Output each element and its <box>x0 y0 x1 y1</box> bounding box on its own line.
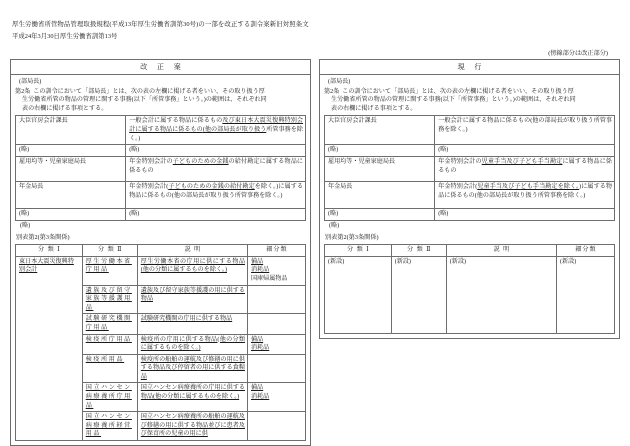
appendix-cell-classification-2 <box>82 412 137 441</box>
appendix-col-description: 説 明 <box>446 245 556 257</box>
article2-table-current <box>324 115 615 220</box>
scope-plain-1: 年金特別会計( <box>129 183 169 190</box>
table-row <box>325 116 615 145</box>
subclass-item: 消耗品 <box>250 345 270 352</box>
scope-cell: (略) <box>435 208 615 220</box>
table-row <box>16 156 306 181</box>
scope-plain-1: 年金特別会計の <box>438 158 482 165</box>
description-text: 国立ハンセン病療養所の船舶の運航及び修繕の用に供する物品並びに患者及び保育所の児童の用に供 <box>140 414 245 438</box>
description-text: 試験研究機関の庁用に供する物品 <box>140 316 233 323</box>
pane-amendment <box>10 59 311 446</box>
article-line-current <box>324 88 615 97</box>
appendix-cell-classification-2 <box>82 383 137 412</box>
appendix-header-row <box>325 245 615 257</box>
document-subtitle: 平成24年3月30日厚生労働省訓第13号 <box>12 33 118 40</box>
article-line3-current: 表の右欄に掲げる事項とする。 <box>331 105 417 112</box>
scope-cell: (略) <box>126 145 306 157</box>
scope-amended-1: 児童手当及び子ども手当勘定を除く。 <box>477 183 580 190</box>
scope-plain-2: 扱う所管事務を除く。) <box>438 118 613 133</box>
appendix-table-amendment <box>15 244 306 441</box>
table-row <box>325 156 615 181</box>
office-cell: (略) <box>325 145 435 157</box>
appendix-label-current: 別表第2(第3条関係) <box>325 234 379 242</box>
comparison-panes <box>0 59 630 446</box>
office-cell: 大臣官房会計課長 <box>16 116 126 145</box>
office-cell: (略) <box>325 208 435 220</box>
appendix-cell-subclassification <box>247 383 305 412</box>
subclass-item: 消耗品 <box>250 394 270 401</box>
appendix-col-subclassification: 細分類 <box>247 245 305 257</box>
scope-cell <box>126 156 306 181</box>
appendix-cell-description <box>137 285 247 314</box>
appendix-cell-subclassification <box>247 256 305 285</box>
scope-plain-4: 事務を除く。) <box>549 192 586 199</box>
table-row <box>325 145 615 157</box>
article-line2-current: 生労働省所管の物品の管理に関する事務(以下「所管事務」という。)の範囲は、それぞれ同 <box>331 97 576 104</box>
office-cell: (略) <box>16 208 126 220</box>
appendix-cell-description <box>137 412 247 441</box>
appendix-cell-description <box>137 314 247 334</box>
appendix-cell-classification-2 <box>82 354 137 383</box>
scope-plain-1: 一般会計に属する物品に係るもの <box>129 118 223 125</box>
appendix-col-classification-2: 分 類 Ⅱ <box>391 245 446 257</box>
appendix-cell-description <box>137 383 247 412</box>
scope-plain-3: 属する物品に係るもの(他の部局長が取り扱う所管事務を <box>129 183 304 199</box>
appendix-cell-subclassification: (新設) <box>556 256 614 333</box>
appendix-cell-classification-2 <box>82 285 137 314</box>
office-cell: (略) <box>16 145 126 157</box>
classification-2-text: 検疫所庁用品 <box>85 336 132 343</box>
article-line3-amendment: 表の右欄に掲げる事項とする。 <box>22 105 108 112</box>
office-cell: 雇用均等・児童家庭局長 <box>16 156 126 181</box>
description-text: 国立ハンセン病療養所の庁用に供する物品(他の分類に属するものを除く。) <box>140 385 245 401</box>
description-text: 検疫所の船舶の運航及び修繕の用に供する物品及び停留者の用に供する食糧品 <box>140 356 245 380</box>
appendix-cell-description <box>137 354 247 383</box>
after-table-note-amendment: (略) <box>20 222 31 229</box>
table-row <box>325 256 615 333</box>
appendix-col-subclassification: 細分類 <box>556 245 614 257</box>
classification-2-text: 厚生労働本省庁用品 <box>85 258 132 274</box>
description-text: 検疫所の庁用に供する物品(他の分類に属するものを除く。) <box>140 336 245 352</box>
scope-plain-2: ) <box>579 183 582 190</box>
document-title: 厚生労働省所管物品管理取扱規程(平成13年厚生労働省訓第30号)の一部を改正する訓令案新旧対照条文 <box>12 21 309 28</box>
amendment-legend-note: (傍線部分は改正部分) <box>548 50 608 57</box>
appendix-col-classification-1: 分 類 Ⅰ <box>325 245 392 257</box>
appendix-table-current <box>324 244 615 334</box>
appendix-header-row <box>16 245 306 257</box>
table-row <box>16 116 306 145</box>
article-line-amendment <box>15 88 306 97</box>
table-row <box>16 145 306 157</box>
pane-current-header: 現 行 <box>320 60 619 75</box>
scope-plain-3: 所管事務を除く。) <box>129 126 304 142</box>
article-number-current: 第2条 <box>324 88 340 95</box>
scope-cell <box>126 181 306 208</box>
classification-2-text: 遺族及び留守家族等援護用品 <box>85 287 132 311</box>
appendix-col-description: 説 明 <box>137 245 247 257</box>
subclass-item: 備品 <box>250 385 264 392</box>
appendix-cell-classification-1: (新設) <box>325 256 392 333</box>
scope-plain-1: 年金特別会計の <box>129 158 173 165</box>
scope-cell: (略) <box>126 208 306 220</box>
subclass-item: 消耗品 <box>250 267 270 274</box>
appendix-cell-classification-2 <box>82 314 137 334</box>
appendix-col-classification-2: 分 類 Ⅱ <box>82 245 137 257</box>
appendix-cell-description <box>137 334 247 354</box>
description-text: 厚生労働本省の庁用に供にする物品 (他の分類に属するものを除く。) <box>140 258 245 274</box>
document-header <box>0 0 630 57</box>
scope-plain-3: 物品に係るもの <box>438 158 613 174</box>
appendix-cell-classification-2: (新設) <box>391 256 446 333</box>
scope-cell <box>435 156 615 181</box>
scope-amended-1: 児童手当及び子ども手当勘定 <box>481 158 563 165</box>
pane-amendment-header: 改 正 案 <box>11 60 310 75</box>
scope-plain-3: 物品に係るもの <box>129 158 304 174</box>
table-row <box>325 208 615 220</box>
appendix-cell-classification-1 <box>16 256 83 440</box>
classification-2-text: 検疫所用品 <box>85 356 125 363</box>
subclass-item: 備品 <box>250 258 264 265</box>
appendix-cell-subclassification <box>247 354 305 383</box>
pane-amendment-body <box>11 75 310 445</box>
scope-plain-2: (他の部局長が取り扱う <box>202 126 267 133</box>
section-label-current: (部局長) <box>328 79 351 85</box>
appendix-cell-subclassification <box>247 412 305 441</box>
classification-2-text: 試験研究機関庁用品 <box>85 316 132 331</box>
subclass-item: 国庫帰属物品 <box>250 275 288 282</box>
scope-amended-2: 特別会計に属する物品に係るもの <box>129 118 304 133</box>
article-number-amendment: 第2条 <box>15 88 31 95</box>
table-row <box>16 256 306 285</box>
office-cell: 雇用均等・児童家庭局長 <box>325 156 435 181</box>
scope-plain-1: 年金特別会計( <box>438 183 478 190</box>
appendix-cell-description <box>137 256 247 285</box>
classification-2-text: 国立ハンセン病療養所経営用品 <box>85 414 132 438</box>
office-cell: 年金局長 <box>325 181 435 208</box>
scope-plain-2: に属する <box>562 158 588 165</box>
pane-current-body <box>320 75 619 338</box>
appendix-cell-classification-2 <box>82 334 137 354</box>
table-row <box>16 208 306 220</box>
table-row <box>16 181 306 208</box>
description-text: 遺族及び留守家族等援護の用に供する物品 <box>140 287 245 303</box>
article-text-amendment: この訓令において「部局長」とは、次の表の左欄に掲げる者をいい、その取り扱う厚 <box>33 88 265 95</box>
scope-plain-4: 除く。) <box>265 192 283 199</box>
table-row <box>325 181 615 208</box>
after-table-note-current: (略) <box>329 222 340 229</box>
scope-plain-2: を除く。)に <box>254 183 285 190</box>
subclass-item: 備品 <box>250 336 264 343</box>
office-cell: 年金局長 <box>16 181 126 208</box>
classification-2-text: 国立ハンセン病療養所庁用品 <box>85 385 132 409</box>
scope-plain-2: の給付勘定に属する <box>228 158 285 165</box>
scope-cell <box>435 181 615 208</box>
scope-cell <box>435 116 615 145</box>
article2-table-amendment <box>15 115 306 220</box>
scope-plain-3: に属する物品に係るもの(他の部局長が取り扱う所管 <box>438 183 613 199</box>
scope-cell <box>126 116 306 145</box>
appendix-cell-description: (新設) <box>446 256 556 333</box>
appendix-label-amendment: 別表第2(第3条関係) <box>16 234 70 242</box>
article-line2-amendment: 生労働省所管の物品の管理に関する事務(以下「所管事務」という。)の範囲は、それぞれ同 <box>22 97 267 104</box>
scope-amended-1: 子どものための金銭 <box>172 158 229 165</box>
scope-plain-1: 一般会計に属する物品に係るもの(他の部局長が取り <box>438 118 582 125</box>
section-label-amendment: (部局長) <box>19 79 42 85</box>
appendix-cell-subclassification <box>247 314 305 334</box>
appendix-cell-subclassification <box>247 334 305 354</box>
article-text-current: この訓令において「部局長」とは、次の表の左欄に掲げる者をいい、その取り扱う厚 <box>342 88 574 95</box>
office-cell: 大臣官房会計課長 <box>325 116 435 145</box>
scope-amended-1: 子どものための金銭の給付勘定 <box>168 183 255 190</box>
appendix-cell-classification-2 <box>82 256 137 285</box>
appendix-col-classification-1: 分 類 Ⅰ <box>16 245 83 257</box>
appendix-cell-subclassification <box>247 285 305 314</box>
classification-1-text: 東日本大震災復興特別会計 <box>19 258 74 274</box>
scope-amended-1: 及び東日本大震災復興 <box>222 118 285 125</box>
pane-current <box>319 59 620 339</box>
scope-cell: (略) <box>435 145 615 157</box>
